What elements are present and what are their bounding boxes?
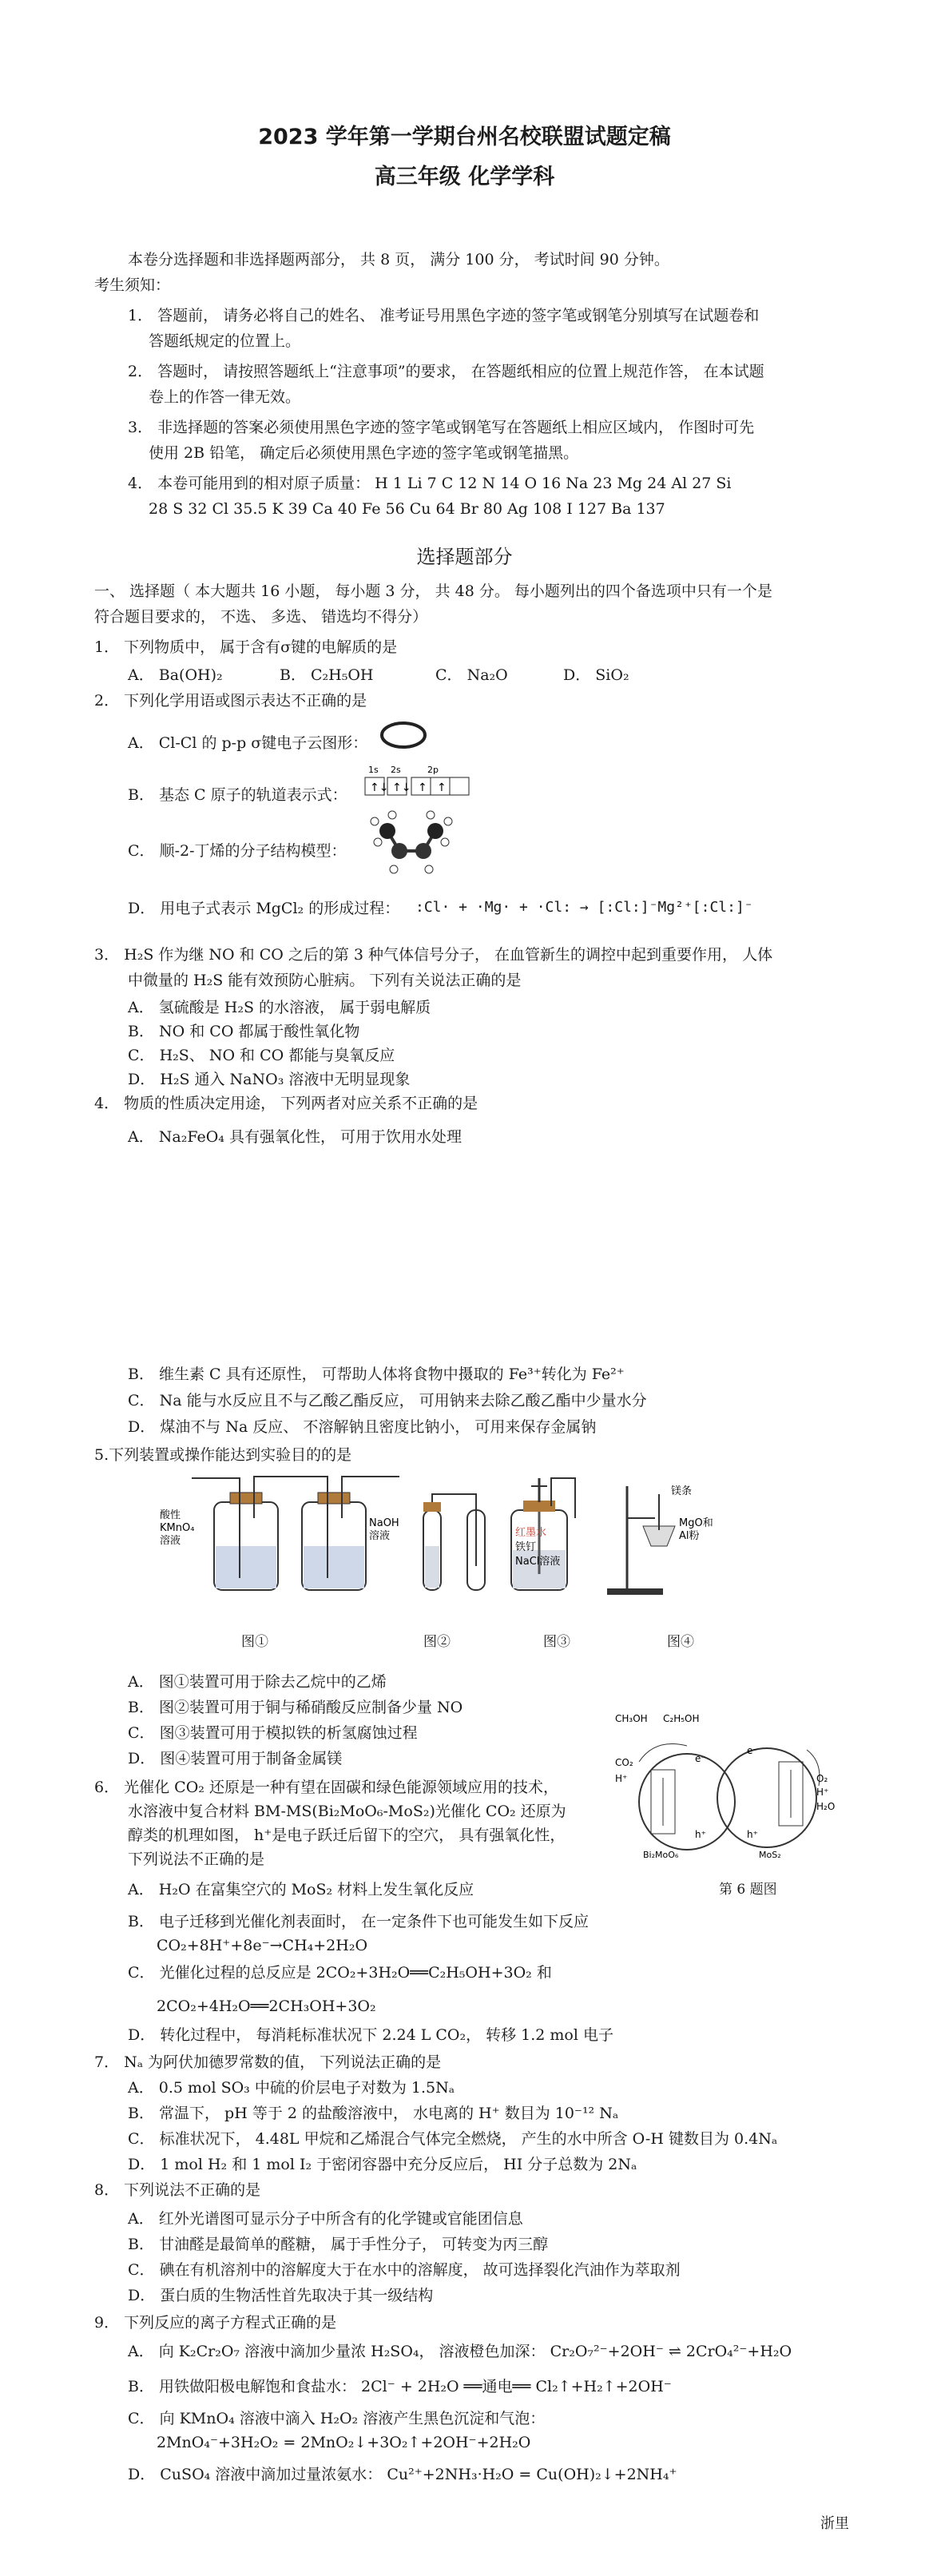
orbital-label-1s: 1s: [368, 765, 379, 775]
q6-figure-caption: 第 6 题图: [719, 1882, 777, 1898]
q8-option-c: C． 碘在有机溶剂中的溶解度大于在水中的溶解度， 故可选择裂化汽油作为萃取剂: [128, 2261, 681, 2279]
q8-option-d: D． 蛋白质的生物活性首先取决于其一级结构: [128, 2287, 434, 2304]
q6-option-a: A． H₂O 在富集空穴的 MoS₂ 材料上发生氧化反应: [128, 1881, 474, 1898]
fig4-label-mgo: MgO和: [679, 1517, 713, 1529]
fig3-label-nacl: NaCl溶液: [515, 1556, 561, 1568]
q8-option-b: B． 甘油醛是最简单的醛糖， 属于手性分子， 可转变为丙三醇: [128, 2236, 549, 2253]
notice-2: 2． 答题时， 请按照答题纸上“注意事项”的要求， 在答题纸相应的位置上规范作答， 在本试题: [128, 363, 764, 380]
notice-2-cont: 卷上的作答一律无效。: [149, 388, 301, 406]
fig1-label-acid: 酸性: [160, 1509, 181, 1521]
fig3-label-nail: 铁钉: [515, 1541, 537, 1553]
q6-fig-hplus-2: H⁺: [816, 1787, 829, 1798]
intro-line: 本卷分选择题和非选择题两部分， 共 8 页， 满分 100 分， 考试时间 90 分钟。: [128, 251, 669, 268]
q2-option-d: D． 用电子式表示 MgCl₂ 的形成过程：: [128, 900, 400, 917]
svg-text:↑: ↑: [418, 781, 427, 794]
figure-label-2: 图②: [423, 1634, 451, 1650]
figure-label-4: 图④: [667, 1634, 694, 1650]
q9-option-d: D． CuSO₄ 溶液中滴加过量浓氨水： Cu²⁺+2NH₃·H₂O = Cu(OH)₂↓+2NH₄⁺: [128, 2466, 677, 2483]
q6-option-c: C． 光催化过程的总反应是 2CO₂+3H₂O══C₂H₅OH+3O₂ 和: [128, 1964, 552, 1982]
notice-3: 3． 非选择题的答案必须使用黑色字迹的签字笔或钢笔写在答题纸上相应区域内， 作图时可先: [128, 419, 755, 436]
q3-option-a: A． 氢硫酸是 H₂S 的水溶液， 属于弱电解质: [128, 999, 431, 1016]
q6-fig-e-2: e⁻: [747, 1745, 758, 1756]
q8-stem: 8． 下列说法不正确的是: [94, 2181, 261, 2199]
notice-1-cont: 答题纸规定的位置上。: [149, 332, 301, 350]
q6-fig-o2: O₂: [816, 1773, 828, 1784]
q2-option-a: A． Cl-Cl 的 p-p σ键电子云图形：: [128, 734, 368, 752]
q9-option-c: C． 向 KMnO₄ 溶液中滴入 H₂O₂ 溶液产生黑色沉淀和气泡：: [128, 2410, 546, 2427]
exam-title: 2023 学年第一学期台州名校联盟试题定稿: [258, 125, 671, 149]
q3-stem-cont: 中微量的 H₂S 能有效预防心脏病。 下列有关说法正确的是: [128, 972, 522, 989]
q2-option-b: B． 基态 C 原子的轨道表示式：: [128, 786, 347, 804]
q6-stem: 6． 光催化 CO₂ 还原是一种有望在固碳和绿色能源领域应用的技术，: [94, 1779, 558, 1796]
q5-apparatus-figures: [160, 1470, 719, 1622]
q7-option-d: D． 1 mol H₂ 和 1 mol I₂ 于密闭容器中充分反应后， HI 分子总数为 2Nₐ: [128, 2156, 637, 2173]
q6-fig-co2: CO₂: [615, 1757, 633, 1768]
cis-2-butene-model: [363, 807, 459, 879]
q4-option-a: A． Na₂FeO₄ 具有强氧化性， 可用于饮用水处理: [128, 1128, 462, 1146]
q1-option-b: B． C₂H₅OH: [280, 666, 374, 684]
fig1-label-naoh: NaOH: [369, 1517, 399, 1529]
figure-4-thermite: [607, 1485, 713, 1595]
notice-heading: 考生须知：: [94, 276, 171, 294]
q6-option-d: D． 转化过程中， 每消耗标准状况下 2.24 L CO₂， 转移 1.2 mol 电子: [128, 2026, 613, 2044]
q3-stem: 3． H₂S 作为继 NO 和 CO 之后的第 3 种气体信号分子， 在血管新生的调控中起到重要作用， 人体: [94, 946, 773, 964]
q1-option-a: A． Ba(OH)₂: [128, 666, 223, 684]
figure-3-corrosion: [511, 1478, 575, 1590]
notice-4: 4． 本卷可能用到的相对原子质量： H 1 Li 7 C 12 N 14 O 16 Na 23 Mg 24 Al 27 Si: [128, 475, 732, 492]
svg-text:↑: ↑: [437, 781, 447, 794]
q6-fig-ch3oh: CH₃OH: [615, 1713, 648, 1724]
svg-text:↑↓: ↑↓: [370, 781, 389, 794]
orbital-label-2p: 2p: [427, 765, 439, 775]
q9-stem: 9． 下列反应的离子方程式正确的是: [94, 2314, 337, 2332]
q5-option-b: B． 图②装置可用于铜与稀硝酸反应制备少量 NO: [128, 1699, 463, 1716]
q6-fig-mos2: MoS₂: [759, 1850, 781, 1860]
q5-stem: 5.下列装置或操作能达到实验目的的是: [94, 1446, 352, 1464]
fig4-label-al: Al粉: [679, 1530, 700, 1542]
q6-stem-line3: 醇类的机理如图， h⁺是电子跃迁后留下的空穴， 具有强氧化性，: [128, 1827, 566, 1844]
q6-fig-h2o: H₂O: [816, 1801, 836, 1812]
fig3-label-red-ink: 红墨水: [515, 1527, 547, 1539]
q6-option-b: B． 电子迁移到光催化剂表面时， 在一定条件下也可能发生如下反应: [128, 1913, 590, 1930]
q1-option-c: C． Na₂O: [435, 666, 508, 684]
q2-stem: 2． 下列化学用语或图示表达不正确的是: [94, 692, 367, 710]
q5-option-c: C． 图③装置可用于模拟铁的析氢腐蚀过程: [128, 1724, 418, 1742]
p-p-sigma-orbital-icon: [375, 718, 431, 753]
q9-option-a: A． 向 K₂Cr₂O₇ 溶液中滴加少量浓 H₂SO₄， 溶液橙色加深： Cr₂O₇²⁻+2OH⁻ ⇌ 2CrO₄²⁻+H₂O: [128, 2343, 792, 2360]
q9-option-c-eq: 2MnO₄⁻+3H₂O₂ = 2MnO₂↓+3O₂↑+2OH⁻+2H₂O: [157, 2434, 531, 2451]
q7-option-b: B． 常温下， pH 等于 2 的盐酸溶液中， 水电离的 H⁺ 数目为 10⁻¹² Nₐ: [128, 2105, 619, 2122]
q6-fig-hplus-1: H⁺: [615, 1773, 628, 1784]
q9-option-b: B． 用铁做阳极电解饱和食盐水： 2Cl⁻ + 2H₂O ══通电══ Cl₂↑+H₂↑+2OH⁻: [128, 2378, 672, 2395]
q1-option-d: D． SiO₂: [563, 666, 629, 684]
q6-fig-e-1: e⁻: [695, 1753, 706, 1764]
fig1-label-kmno4: KMnO₄: [160, 1522, 195, 1534]
mgcl2-electron-formula: :Cl· + ·Mg· + ·Cl: → [:Cl:]⁻Mg²⁺[:Cl:]⁻: [415, 899, 753, 916]
notice-4-cont: 28 S 32 Cl 35.5 K 39 Ca 40 Fe 56 Cu 64 Br 80 Ag 108 I 127 Ba 137: [149, 500, 665, 518]
orbital-label-2s: 2s: [391, 765, 401, 775]
orbital-diagram: [363, 763, 491, 801]
q4-option-d: D． 煤油不与 Na 反应、 不溶解钠且密度比钠小， 可用来保存金属钠: [128, 1418, 597, 1436]
q6-fig-h-2: h⁺: [747, 1829, 758, 1840]
page-footer: 浙里: [820, 2515, 849, 2532]
fig1-label-solution2: 溶液: [369, 1530, 391, 1542]
q5-option-d: D． 图④装置可用于制备金属镁: [128, 1750, 343, 1767]
q4-option-c: C． Na 能与水反应且不与乙酸乙酯反应， 可用钠来去除乙酸乙酯中少量水分: [128, 1392, 647, 1409]
q2-option-c: C． 顺-2-丁烯的分子结构模型：: [128, 842, 347, 860]
section-title: 选择题部分: [416, 546, 513, 568]
q5-option-a: A． 图①装置可用于除去乙烷中的乙烯: [128, 1673, 387, 1691]
q8-option-a: A． 红外光谱图可显示分子中所含有的化学键或官能团信息: [128, 2210, 523, 2228]
q6-stem-line4: 下列说法不正确的是: [128, 1851, 265, 1868]
q7-option-c: C． 标准状况下， 4.48L 甲烷和乙烯混合气体完全燃烧， 产生的水中所含 O-H 键数目为 0.4Nₐ: [128, 2130, 778, 2148]
q6-fig-bi2moo6: Bi₂MoO₆: [643, 1850, 679, 1860]
figure-label-1: 图①: [241, 1634, 268, 1650]
q4-option-b: B． 维生素 C 具有还原性， 可帮助人体将食物中摄取的 Fe³⁺转化为 Fe²⁺: [128, 1366, 625, 1383]
svg-text:↑↓: ↑↓: [392, 781, 411, 794]
exam-subtitle: 高三年级 化学学科: [374, 165, 555, 189]
figure-label-3: 图③: [543, 1634, 570, 1650]
q7-option-a: A． 0.5 mol SO₃ 中硫的价层电子对数为 1.5Nₐ: [128, 2079, 455, 2097]
q6-option-b-eq: CO₂+8H⁺+8e⁻→CH₄+2H₂O: [157, 1937, 368, 1954]
q6-stem-line2: 水溶液中复合材料 BM-MS(Bi₂MoO₆-MoS₂)光催化 CO₂ 还原为: [128, 1803, 566, 1820]
fig4-label-mg: 镁条: [671, 1485, 693, 1497]
q6-fig-h-1: h⁺: [695, 1829, 706, 1840]
q6-fig-c2h5oh: C₂H₅OH: [663, 1713, 700, 1724]
notice-1: 1． 答题前， 请务必将自己的姓名、 准考证号用黑色字迹的签字笔或钢笔分别填写在试题卷和: [128, 307, 760, 324]
q4-stem: 4． 物质的性质决定用途， 下列两者对应关系不正确的是: [94, 1095, 478, 1112]
q3-option-b: B． NO 和 CO 都属于酸性氧化物: [128, 1023, 360, 1040]
section-instruction: 一、 选择题（ 本大题共 16 小题， 每小题 3 分， 共 48 分。 每小题列出的四个备选项中只有一个是: [94, 582, 772, 600]
fig1-label-solution1: 溶液: [160, 1535, 181, 1547]
q3-option-c: C． H₂S、 NO 和 CO 都能与臭氧反应: [128, 1047, 395, 1064]
q3-option-d: D． H₂S 通入 NaNO₃ 溶液中无明显现象: [128, 1071, 411, 1088]
q6-option-c-eq: 2CO₂+4H₂O══2CH₃OH+3O₂: [157, 1998, 376, 2015]
q6-mechanism-figure: [607, 1706, 847, 1878]
figure-1-wash-bottles: [160, 1477, 399, 1590]
q1-stem: 1． 下列物质中， 属于含有σ键的电解质的是: [94, 638, 398, 656]
q7-stem: 7． Nₐ 为阿伏加德罗常数的值， 下列说法正确的是: [94, 2053, 442, 2071]
figure-2-test-tubes: [423, 1494, 485, 1590]
notice-3-cont: 使用 2B 铅笔， 确定后必须使用黑色字迹的签字笔或钢笔描黑。: [149, 444, 579, 462]
section-instruction-cont: 符合题目要求的， 不选、 多选、 错选均不得分）: [94, 608, 428, 626]
